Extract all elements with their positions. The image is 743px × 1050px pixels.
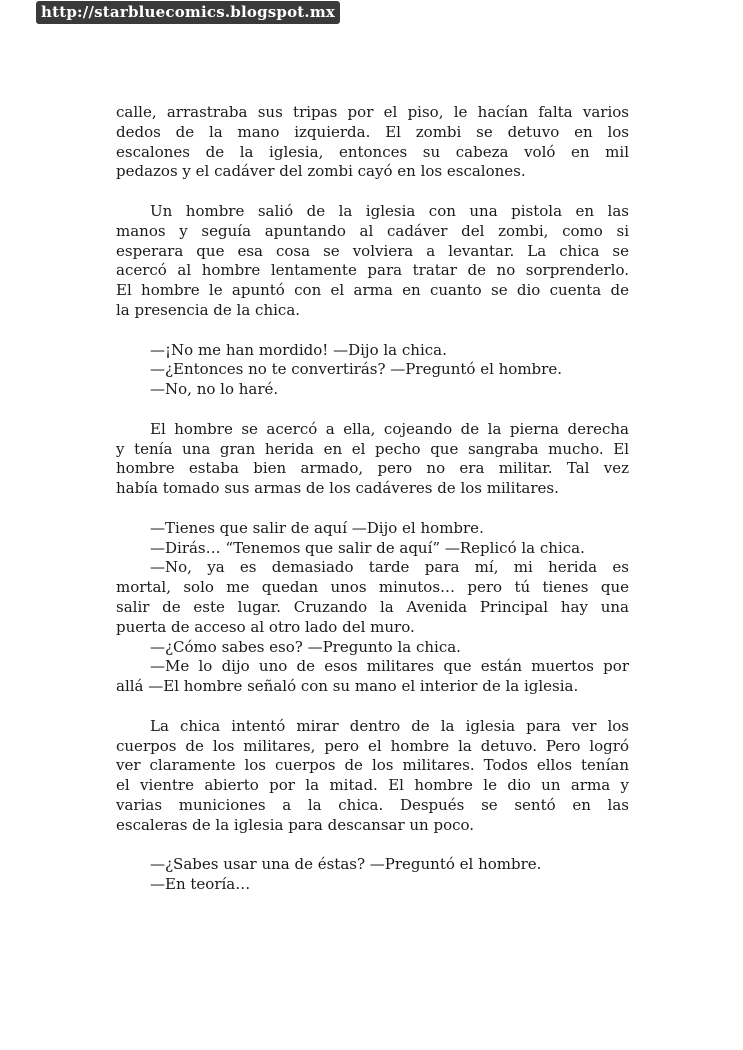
text-line: la presencia de la chica. <box>116 300 301 319</box>
dialogue-line: puerta de acceso al otro lado del muro. <box>116 617 415 636</box>
dialogue-line: —¿Cómo sabes eso? —Pregunto la chica. <box>150 637 461 656</box>
text-line: escalones de la iglesia, entonces su cabeza voló en mil <box>116 142 629 161</box>
paragraph <box>116 202 629 321</box>
dialogue-line: —Dirás… “Tenemos que salir de aquí” —Replicó la chica. <box>150 538 585 557</box>
paragraph <box>116 103 629 182</box>
dialogue-line: salir de este lugar. Cruzando la Avenida Principal hay una <box>116 597 629 616</box>
page-text <box>116 103 629 915</box>
dialogue-line: —En teoría… <box>150 875 251 894</box>
text-line: El hombre se acercó a ella, cojeando de la pierna derecha <box>150 419 629 438</box>
text-line: había tomado sus armas de los cadáveres de los militares. <box>116 479 559 498</box>
paragraph <box>116 420 629 499</box>
text-line: Un hombre salió de la iglesia con una pistola en las <box>150 201 629 220</box>
dialogue-line: —¿Entonces no te convertirás? —Preguntó el hombre. <box>150 360 562 379</box>
dialogue-block <box>116 519 629 697</box>
text-line: acercó al hombre lentamente para tratar de no sorprenderlo. <box>116 261 629 280</box>
text-line: cuerpos de los militares, pero el hombre la detuvo. Pero logró <box>116 736 629 755</box>
text-line: calle, arrastraba sus tripas por el piso, le hacían falta varios <box>116 103 629 121</box>
dialogue-block <box>116 855 629 895</box>
dialogue-line: —No, no lo haré. <box>150 380 279 399</box>
text-line: pedazos y el cadáver del zombi cayó en los escalones. <box>116 162 526 181</box>
text-line: y tenía una gran herida en el pecho que sangraba mucho. El <box>116 439 629 458</box>
text-line: hombre estaba bien armado, pero no era militar. Tal vez <box>116 459 629 478</box>
text-line: La chica intentó mirar dentro de la iglesia para ver los <box>150 716 629 735</box>
text-line: ver claramente los cuerpos de los militares. Todos ellos tenían <box>116 756 629 775</box>
watermark-url: http://starbluecomics.blogspot.mx <box>36 1 340 24</box>
text-line: escaleras de la iglesia para descansar un poco. <box>116 815 475 834</box>
text-line: manos y seguía apuntando al cadáver del zombi, como si <box>116 221 629 240</box>
text-line: dedos de la mano izquierda. El zombi se detuvo en los <box>116 122 629 141</box>
dialogue-block <box>116 341 629 400</box>
text-line: esperara que esa cosa se volviera a levantar. La chica se <box>116 241 629 260</box>
text-line: El hombre le apuntó con el arma en cuanto se dio cuenta de <box>116 281 629 300</box>
dialogue-line: —¡No me han mordido! —Dijo la chica. <box>150 340 447 359</box>
dialogue-line: mortal, solo me quedan unos minutos… pero tú tienes que <box>116 578 629 597</box>
text-line: el vientre abierto por la mitad. El hombre le dio un arma y <box>116 776 629 795</box>
dialogue-line: allá —El hombre señaló con su mano el interior de la iglesia. <box>116 677 579 696</box>
dialogue-line: —Me lo dijo uno de esos militares que están muertos por <box>150 657 629 676</box>
dialogue-line: —¿Sabes usar una de éstas? —Preguntó el hombre. <box>150 855 542 874</box>
text-line: varias municiones a la chica. Después se sentó en las <box>116 795 629 814</box>
paragraph <box>116 717 629 836</box>
dialogue-line: —No, ya es demasiado tarde para mí, mi herida es <box>150 558 629 577</box>
dialogue-line: —Tienes que salir de aquí —Dijo el hombre. <box>150 518 484 537</box>
